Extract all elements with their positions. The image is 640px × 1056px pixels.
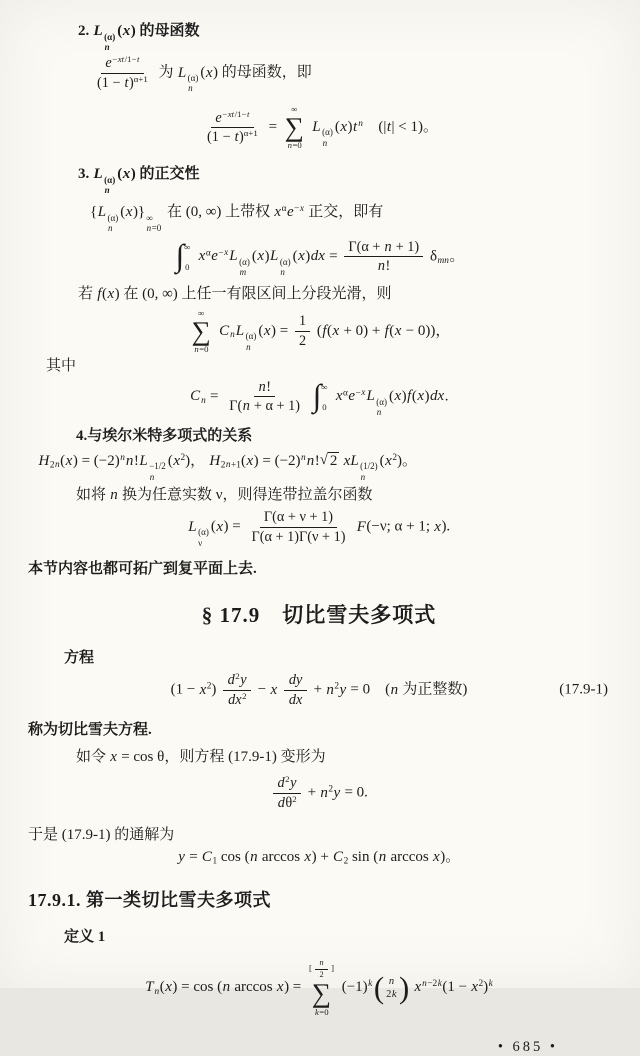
associated-laguerre-equation: L (α) ν (x) = $\frac{\Gamma(\alpha + \nu + 1)}{\Gamma(\alpha + 1)\Gamma(\nu + 1)}$ F(−ν; α + 1; x). bbox=[188, 509, 451, 548]
series-coefficient-equation: $C_n$ = $\frac{n!}{\Gamma(n + \alpha + 1)}$ ∫ ∞ 0 $x^\alpha e^{-x}L$ (α) n (x)f(x)dx. bbox=[190, 378, 449, 417]
chebyshev-tn-definition: $T_n(x) = \cos (n$ arccos x) = [ $\frac{n}{2}$ ] ∑ k=0 $(-1)^k$ ( n 2k ) $x^{n-2k}(1 - x^2)^k$ bbox=[145, 958, 493, 1017]
general-solution-equation: $y = C_1$ cos (n $\arccos x) + C_2$ sin (n arccos x)。 bbox=[178, 848, 461, 867]
equation-word-label: 方程 bbox=[64, 649, 95, 666]
substitution-line: 如令 x = cos θ，则方程 (17.9-1) 变形为 bbox=[76, 748, 326, 765]
hermite-relation-heading: 4.与埃尔米特多项式的关系 bbox=[76, 428, 253, 445]
section-closing-note: 本节内容也都可拓广到复平面上去. bbox=[28, 561, 257, 578]
chebyshev-equation-number: (17.9-1) bbox=[559, 681, 608, 698]
wherein-label: 其中 bbox=[46, 358, 77, 375]
transformed-equation: $\frac{d^2y}{d\theta^2}$ + $n^2y = 0$. bbox=[28, 774, 610, 812]
definition-label: 定义 1 bbox=[64, 928, 106, 945]
laguerre-orthogonality-equation: ∫ ∞ 0 $x^\alpha e^{-x}L$ (α) m (x)L (α) n (x)dx = $\frac{\Gamma(\alpha + n + 1)}{n!}$ $\delta_{mn}$。 bbox=[175, 238, 465, 277]
piecewise-smooth-line: 若 f(x) 在 (0, ∞) 上任一有限区间上分段光滑，则 bbox=[78, 286, 392, 303]
hermite-relation-equation: $H_{2n}(x) = (-2)^nn!L$ −1/2 n $(x^2)$， $H_{2n+1}(x) = (-2)^nn$! √ 2 xL (1/2) n $(x^2)$。 bbox=[38, 452, 417, 482]
chebyshev-equation-row bbox=[28, 671, 610, 709]
laguerre-gen-func-intro: $\frac{e^{-xt/1-t}}{(1 - t)^{\alpha+1}}$ 为 L (α) n (x) 的母函数，即 bbox=[97, 54, 312, 94]
chebyshev-section-title: § 17.9 切比雪夫多项式 bbox=[201, 602, 437, 627]
laguerre-gen-func-equation: $\frac{e^{-xt/1-t}}{(1 - t)^{\alpha+1}}$ = ∞ ∑ n=0 L (α) n $(x)t^n$ (|t| < 1)。 bbox=[207, 103, 438, 151]
page-number: • 685 • bbox=[497, 1039, 558, 1056]
chebyshev-equation: $(1 - x^2)$ $\frac{d^2y}{dx^2}$ − x $\frac{dy}{dx}$ + $n^2y = 0$ (n 为正整数) bbox=[170, 671, 468, 708]
laguerre-series-equation: ∞ ∑ n=0 $C_nL$ (α) n (x) = $\frac{1}{2}$ (f(x + 0) + f(x − 0))， bbox=[191, 307, 451, 355]
laguerre-weight-line: {L (α) n (x)} ∞ n=0 在 (0, ∞) 上带权 $x^\alpha e^{-x}$ 正交，即有 bbox=[90, 204, 384, 234]
chebyshev-equation-name: 称为切比雪夫方程. bbox=[28, 722, 152, 739]
associated-laguerre-intro: 如将 n 换为任意实数 ν，则得连带拉盖尔函数 bbox=[76, 486, 373, 503]
general-solution-intro: 于是 (17.9-1) 的通解为 bbox=[28, 827, 175, 844]
first-kind-subsection-heading: 17.9.1. 第一类切比雪夫多项式 bbox=[28, 889, 271, 910]
laguerre-gen-func-heading: 2. L (α) n (x) 的母函数 bbox=[78, 23, 200, 52]
laguerre-orthogonality-heading: 3. L (α) n (x) 的正交性 bbox=[78, 166, 200, 196]
